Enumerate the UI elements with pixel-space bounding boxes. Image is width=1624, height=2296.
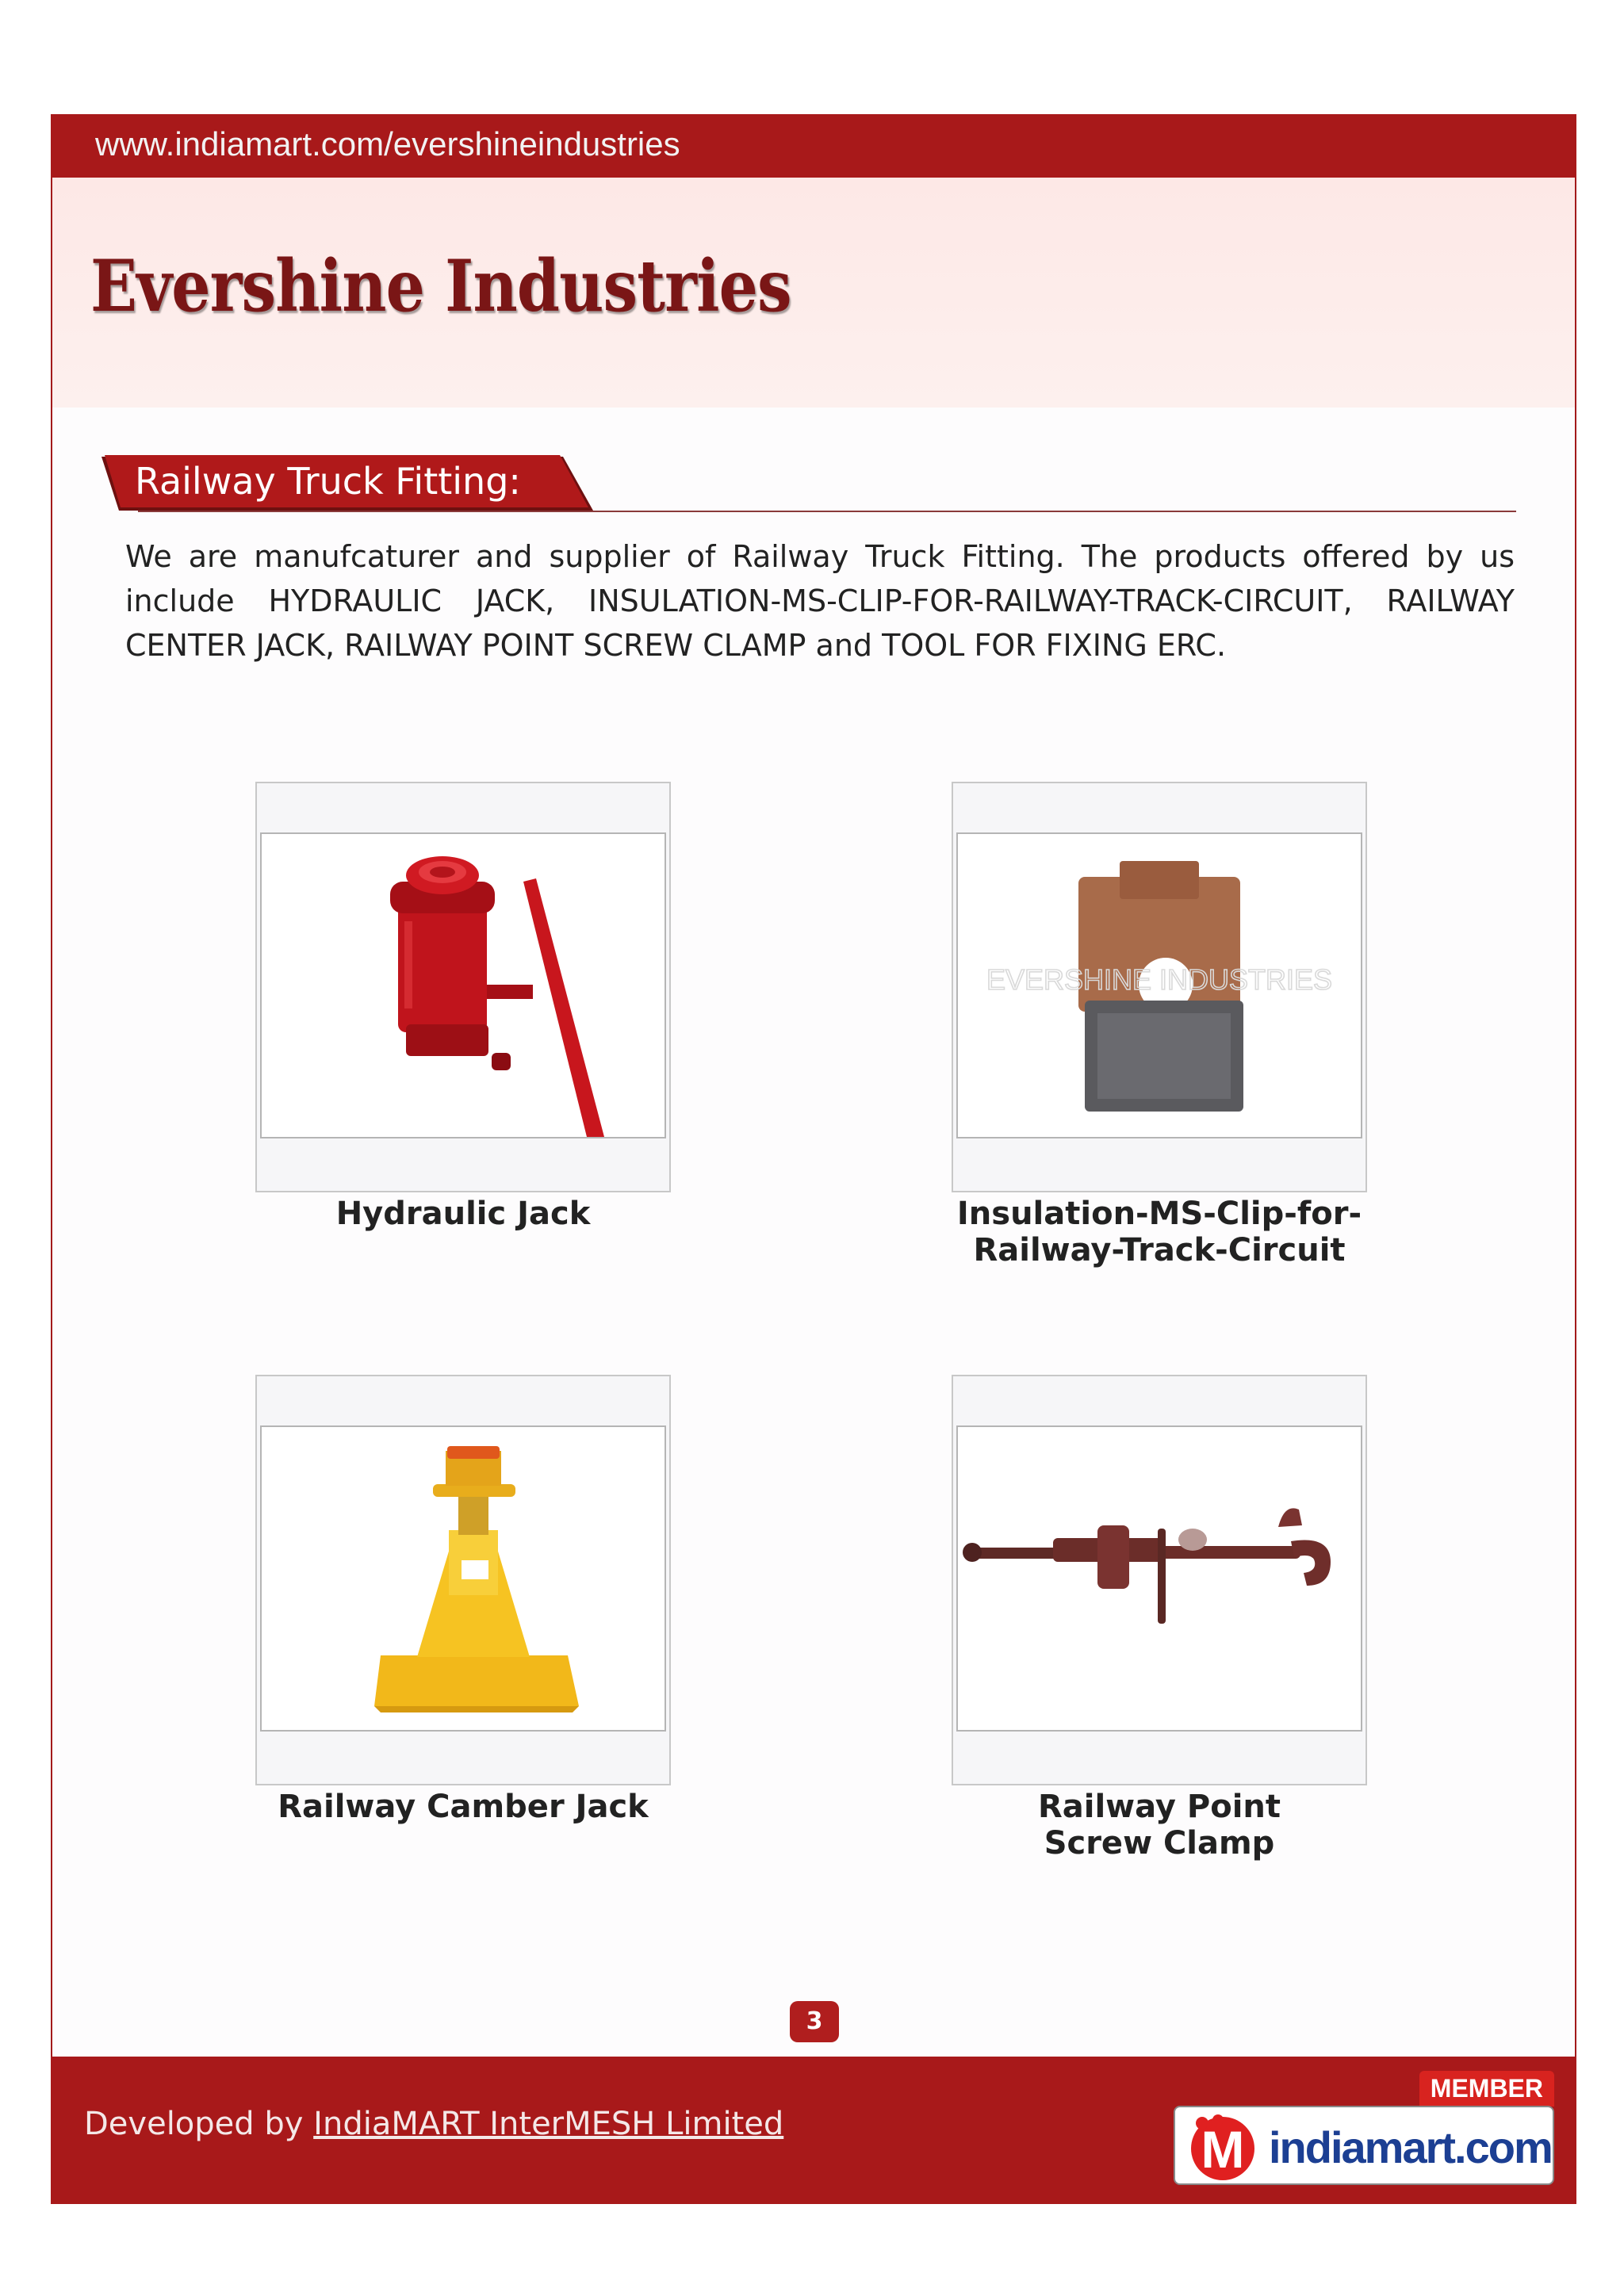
product-watermark: EVERSHINE INDUSTRIES <box>986 963 1333 996</box>
product-image-insulation-clip <box>956 832 1362 1138</box>
product-card-screw-clamp[interactable] <box>952 1375 1367 1785</box>
product-card-camber-jack[interactable] <box>255 1375 671 1785</box>
product-label-camber-jack[interactable]: Railway Camber Jack <box>278 1789 649 1825</box>
product-label-hydraulic-jack[interactable]: Hydraulic Jack <box>335 1196 591 1232</box>
developed-by-prefix: Developed by <box>84 2106 314 2142</box>
website-url[interactable]: www.indiamart.com/evershineindustries <box>95 125 680 163</box>
section-title: Railway Truck Fitting: <box>135 460 521 503</box>
product-label-insulation-clip[interactable]: Insulation-MS-Clip-for-Railway-Track-Circuit <box>956 1196 1362 1269</box>
product-image-hydraulic-jack <box>260 832 666 1138</box>
indiamart-logo-text: indiamart.com <box>1269 2122 1552 2172</box>
svg-text:M: M <box>1201 2120 1245 2179</box>
header-band <box>52 178 1575 408</box>
section-tab <box>102 453 593 511</box>
developed-by-text <box>84 2106 783 2142</box>
product-image-camber-jack <box>260 1425 666 1732</box>
company-name: Evershine Industries <box>90 244 791 328</box>
page-number: 3 <box>790 2001 839 2042</box>
section-intro: We are manufcaturer and supplier of Railway Truck Fitting. The products offered by us include HYDRAULIC JACK, INSULATION-MS-CLIP-FOR-RAILWAY-TRACK-CIRCUIT, RAILWAY CENTER JACK, RAILWAY POINT SCREW CLAMP and TOOL FOR FIXING ERC. <box>125 539 1515 663</box>
indiamart-member-badge[interactable] <box>1174 2071 1554 2187</box>
indiamart-logo <box>1174 2106 1554 2185</box>
developer-link[interactable]: IndiaMART InterMESH Limited <box>313 2106 784 2142</box>
product-card-hydraulic-jack[interactable] <box>255 782 671 1192</box>
member-label: MEMBER <box>1419 2071 1554 2107</box>
product-image-screw-clamp <box>956 1425 1362 1732</box>
top-bar <box>51 114 1576 178</box>
section-divider <box>138 511 1516 512</box>
product-label-screw-clamp[interactable]: Railway Point Screw Clamp <box>1037 1789 1281 1862</box>
indiamart-m-icon <box>1183 2112 1262 2182</box>
footer <box>51 2057 1576 2204</box>
product-card-insulation-clip[interactable] <box>952 782 1367 1192</box>
